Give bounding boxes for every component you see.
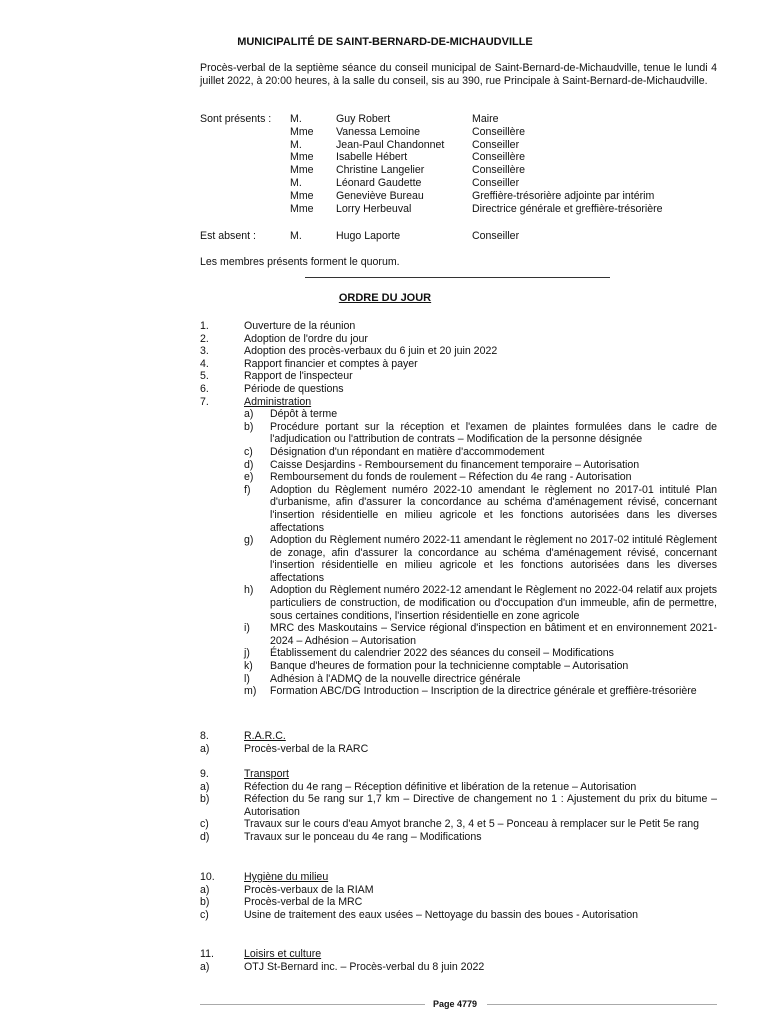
agenda-item	[200, 345, 720, 358]
attendee-row	[200, 177, 720, 190]
section-item	[200, 781, 720, 794]
agenda-list	[200, 320, 720, 698]
subitem-letter: d)	[244, 458, 254, 471]
document-title: MUNICIPALITÉ DE SAINT-BERNARD-DE-MICHAUDVILLE	[237, 36, 533, 48]
subitem-text: MRC des Maskoutains – Service régional d'inspection en bâtiment et en environnement 2021-2024 – Adhésion – Autorisation	[270, 622, 717, 647]
agenda-item-text: Ouverture de la réunion	[244, 320, 356, 332]
subitem-text: Établissement du calendrier 2022 des séances du conseil – Modifications	[270, 647, 614, 660]
section-item-text: Travaux sur le ponceau du 4e rang – Modifications	[244, 830, 482, 843]
section-number: 11.	[200, 948, 214, 960]
section-title: Transport	[244, 768, 289, 780]
subitem-letter: f)	[244, 483, 251, 496]
attendee-name: Jean-Paul Chandonnet	[336, 138, 445, 151]
agenda-subitem	[200, 459, 720, 472]
separator-line	[305, 277, 610, 278]
section-item-letter: b)	[200, 793, 210, 806]
section-rarc	[200, 730, 720, 755]
section-item-letter: d)	[200, 830, 210, 843]
agenda-subitem	[200, 408, 720, 421]
section-item-text: Procès-verbaux de la RIAM	[244, 883, 374, 896]
attendee-row	[200, 151, 720, 164]
agenda-subitem	[200, 584, 720, 622]
section-item-letter: a)	[200, 883, 210, 896]
agenda-item-text: Rapport financier et comptes à payer	[244, 357, 418, 370]
attendee-row	[200, 203, 720, 216]
absent-label: Est absent :	[200, 230, 256, 242]
section-number: 9.	[200, 768, 209, 780]
subitem-text: Désignation d'un répondant en matière d'accommodement	[270, 445, 545, 458]
administration-subitems	[200, 408, 720, 698]
subitem-letter: b)	[244, 420, 254, 433]
attendee-name: Isabelle Hébert	[336, 151, 408, 164]
subitem-letter: l)	[244, 672, 250, 685]
attendee-role: Directrice générale et greffière-trésorière	[472, 202, 663, 215]
agenda-item-number: 1.	[200, 320, 209, 332]
attendance-list	[200, 113, 720, 215]
attendee-civility: M.	[290, 138, 302, 151]
attendee-name: Christine Langelier	[336, 164, 425, 177]
footer-rule-left	[200, 1004, 425, 1005]
subitem-letter: k)	[244, 660, 253, 673]
subitem-text: Adhésion à l'ADMQ de la nouvelle directrice générale	[270, 672, 521, 685]
attendee-civility: M.	[290, 176, 302, 189]
absent-name: Hugo Laporte	[336, 230, 401, 242]
subitem-text: Adoption du Règlement numéro 2022-11 amendant le règlement no 2017-02 intitulé Règlement de zonage, afin d'assurer la concordance au schéma d'aménagement révisé, concernant l'insertion résidentielle en milieu agricole et les fonctions autorisées dans les diverses affectations	[270, 534, 717, 584]
attendee-role: Maire	[472, 113, 499, 125]
agenda-subitem	[200, 534, 720, 584]
page-number: Page 4779	[433, 999, 478, 1009]
attendee-role: Greffière-trésorière adjointe par intérim	[472, 189, 655, 202]
subitem-letter: m)	[244, 685, 257, 698]
agenda-subitem	[200, 471, 720, 484]
agenda-item-text: Rapport de l'inspecteur	[244, 370, 353, 383]
attendee-civility: M.	[290, 113, 302, 125]
subitem-letter: c)	[244, 445, 253, 458]
agenda-item	[200, 396, 720, 409]
agenda-item-text: Adoption des procès-verbaux du 6 juin et 20 juin 2022	[244, 345, 498, 358]
agenda-subitem	[200, 446, 720, 459]
section-heading	[200, 871, 720, 884]
attendee-row	[200, 126, 720, 139]
agenda-item-text: Adoption de l'ordre du jour	[244, 332, 368, 345]
section-item	[200, 793, 720, 818]
attendee-civility: Mme	[290, 164, 314, 177]
agenda-subitem	[200, 673, 720, 686]
attendee-row	[200, 190, 720, 203]
agenda-item	[200, 358, 720, 371]
attendee-role: Conseiller	[472, 138, 520, 151]
agenda-item-number: 3.	[200, 345, 209, 358]
absent-role: Conseiller	[472, 230, 520, 242]
attendee-civility: Mme	[290, 189, 314, 202]
section-item-text: Usine de traitement des eaux usées – Nettoyage du bassin des boues - Autorisation	[244, 908, 638, 921]
agenda-item-text: Administration	[244, 395, 312, 408]
section-item	[200, 831, 720, 844]
agenda-item	[200, 320, 720, 333]
attendee-role: Conseillère	[472, 164, 525, 177]
attendee-name: Geneviève Bureau	[336, 189, 424, 202]
section-item-text: Procès-verbal de la MRC	[244, 896, 363, 909]
attendee-name: Lorry Herbeuval	[336, 202, 412, 215]
section-item-text: Procès-verbal de la RARC	[244, 742, 369, 755]
intro-paragraph: Procès-verbal de la septième séance du conseil municipal de Saint-Bernard-de-Michaudville, tenue le lundi 4 juillet 2022, à 20:00 heures, à la salle du conseil, sis au 390, rue Principale à Saint-Bernard-de-Michaudville.	[200, 62, 717, 87]
agenda-item-number: 2.	[200, 332, 209, 345]
subitem-letter: j)	[244, 647, 250, 660]
section-transport	[200, 768, 720, 844]
section-item-letter: a)	[200, 742, 210, 755]
subitem-text: Banque d'heures de formation pour la technicienne comptable – Autorisation	[270, 660, 629, 673]
section-item-text: Réfection du 5e rang sur 1,7 km – Directive de changement no 1 : Ajustement du prix du bitume – Autorisation	[244, 793, 717, 818]
section-number: 8.	[200, 730, 209, 742]
subitem-text: Adoption du Règlement numéro 2022-10 amendant le règlement no 2017-01 intitulé Plan d'urbanisme, afin d'assurer la concordance au schéma d'aménagement révisé, concernant l'insertion résidentielle en milieu agricole et les fonctions autorisées dans les diverses affectations	[270, 483, 717, 534]
section-item	[200, 743, 720, 756]
section-item	[200, 884, 720, 897]
section-title: Hygiène du milieu	[244, 871, 329, 883]
subitem-text: Adoption du Règlement numéro 2022-12 amendant le Règlement no 2022-04 relatif aux projets particuliers de construction, de modification ou d'occupation d'un immeuble, afin de permettre, sous certaines conditions, l'insertion résidentielle en zone agricole	[270, 584, 717, 622]
subitem-text: Caisse Desjardins - Remboursement du financement temporaire – Autorisation	[270, 458, 640, 471]
section-item	[200, 818, 720, 831]
quorum-statement: Les membres présents forment le quorum.	[200, 256, 400, 268]
attendee-row	[200, 164, 720, 177]
agenda-item-number: 4.	[200, 357, 209, 370]
agenda-subitem	[200, 660, 720, 673]
subitem-text: Dépôt à terme	[270, 408, 338, 421]
agenda-item	[200, 370, 720, 383]
section-item-letter: a)	[200, 780, 210, 793]
agenda-subitem	[200, 484, 720, 534]
absent-civility: M.	[290, 230, 302, 242]
section-item-letter: a)	[200, 960, 210, 973]
present-label: Sont présents :	[200, 113, 272, 125]
section-item-text: OTJ St-Bernard inc. – Procès-verbal du 8 juin 2022	[244, 960, 485, 973]
section-item-text: Travaux sur le cours d'eau Amyot branche 2, 3, 4 et 5 – Ponceau à remplacer sur le Petit 5e rang	[244, 818, 700, 831]
page-footer	[200, 997, 717, 1011]
subitem-letter: i)	[244, 622, 250, 635]
attendee-role: Conseiller	[472, 176, 520, 189]
agenda-title: ORDRE DU JOUR	[338, 292, 432, 304]
section-item-letter: c)	[200, 908, 209, 921]
section-title: R.A.R.C.	[244, 730, 286, 742]
section-heading	[200, 948, 720, 961]
subitem-text: Remboursement du fonds de roulement – Réfection du 4e rang - Autorisation	[270, 471, 632, 484]
subitem-letter: e)	[244, 471, 254, 484]
attendee-civility: Mme	[290, 202, 314, 215]
section-item-letter: b)	[200, 896, 210, 909]
attendee-role: Conseillère	[472, 151, 525, 164]
section-item	[200, 896, 720, 909]
attendee-row	[200, 113, 720, 126]
section-heading	[200, 768, 720, 781]
agenda-item	[200, 333, 720, 346]
footer-rule-right	[487, 1004, 717, 1005]
attendee-name: Vanessa Lemoine	[336, 125, 421, 138]
attendee-civility: Mme	[290, 125, 314, 138]
attendee-row	[200, 139, 720, 152]
agenda-subitem	[200, 685, 720, 698]
agenda-item-number: 5.	[200, 370, 209, 383]
subitem-letter: a)	[244, 408, 254, 421]
attendee-name: Guy Robert	[336, 113, 391, 125]
attendee-civility: Mme	[290, 151, 314, 164]
subitem-text: Procédure portant sur la réception et l'examen de plaintes formulées dans le cadre de l'adjudication ou l'attribution de contrats – Modification de la personne désignée	[270, 420, 717, 446]
agenda-item	[200, 383, 720, 396]
attendee-name: Léonard Gaudette	[336, 176, 422, 189]
subitem-letter: g)	[244, 534, 254, 547]
section-loisirs	[200, 948, 720, 973]
section-title: Loisirs et culture	[244, 948, 322, 960]
section-heading	[200, 730, 720, 743]
agenda-item-number: 6.	[200, 382, 209, 395]
attendee-role: Conseillère	[472, 125, 525, 138]
section-item-letter: c)	[200, 818, 209, 831]
section-number: 10.	[200, 871, 215, 883]
section-hygiene	[200, 871, 720, 921]
agenda-item-text: Période de questions	[244, 382, 344, 395]
agenda-item-number: 7.	[200, 395, 209, 408]
section-item-text: Réfection du 4e rang – Réception définitive et libération de la retenue – Autorisation	[244, 780, 637, 793]
agenda-subitem	[200, 421, 720, 446]
subitem-letter: h)	[244, 584, 254, 597]
agenda-subitem	[200, 622, 720, 647]
section-item	[200, 961, 720, 974]
subitem-text: Formation ABC/DG Introduction – Inscription de la directrice générale et greffière-trésorière	[270, 685, 697, 698]
section-item	[200, 909, 720, 922]
agenda-subitem	[200, 647, 720, 660]
absent-row	[200, 230, 720, 243]
